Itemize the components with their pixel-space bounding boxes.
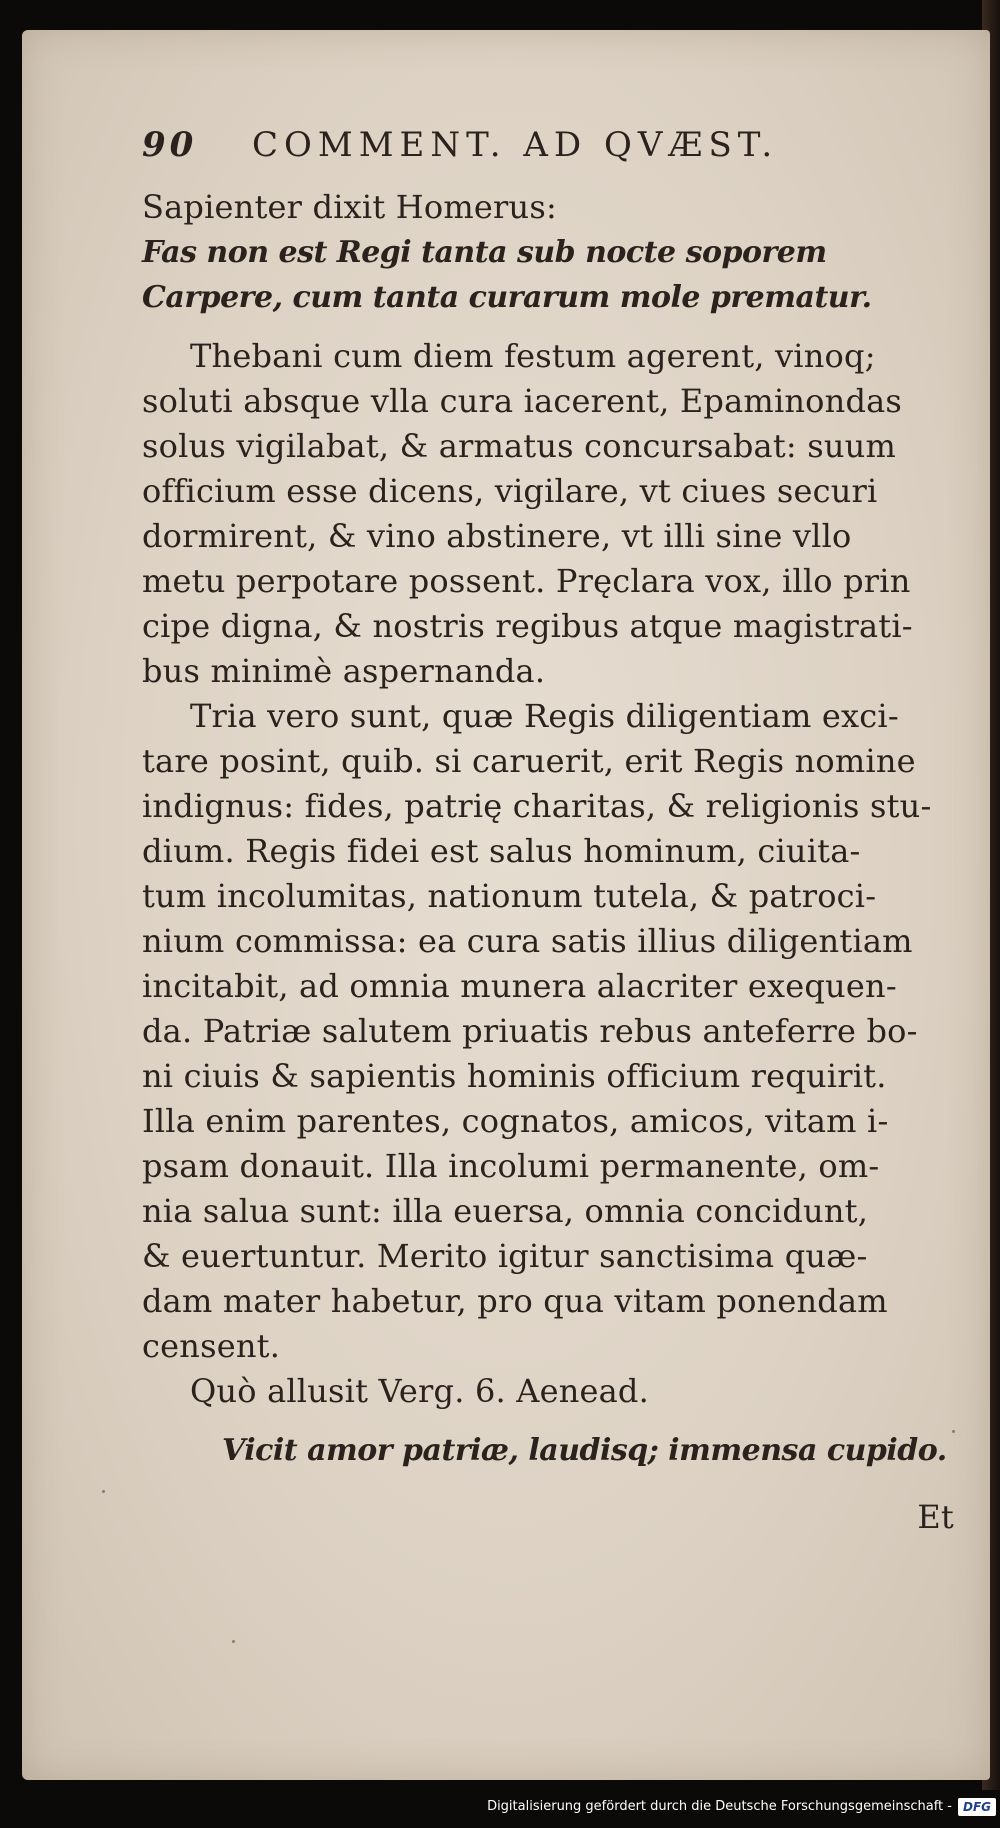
line-gap bbox=[142, 320, 962, 334]
verse-line: Fas non est Regi tanta sub nocte soporem bbox=[142, 235, 827, 270]
body-text bbox=[142, 185, 962, 1473]
text-line: tum incolumitas, nationum tutela, & patroci- bbox=[142, 877, 877, 915]
text-line: Sapienter dixit Homerus: bbox=[142, 188, 557, 226]
page-number: 90 bbox=[142, 125, 198, 165]
dfg-logo: DFG bbox=[958, 1798, 996, 1816]
text-line: solus vigilabat, & armatus concursabat: suum bbox=[142, 427, 897, 465]
text-line: soluti absque vlla cura iacerent, Epaminondas bbox=[142, 382, 903, 420]
text-line: nium commissa: ea cura satis illius diligentiam bbox=[142, 922, 913, 960]
text-line: psam donauit. Illa incolumi permanente, om- bbox=[142, 1147, 880, 1185]
text-line: dam mater habetur, pro qua vitam ponendam bbox=[142, 1282, 888, 1320]
text-line: officium esse dicens, vigilare, vt ciues securi bbox=[142, 472, 878, 510]
text-line: cipe digna, & nostris regibus atque magistrati- bbox=[142, 607, 913, 645]
text-line: dium. Regis fidei est salus hominum, ciuita- bbox=[142, 832, 861, 870]
text-line: da. Patriæ salutem priuatis rebus anteferre bo- bbox=[142, 1012, 918, 1050]
text-line: bus minimè aspernanda. bbox=[142, 652, 546, 690]
text-line: tare posint, quib. si caruerit, erit Regis nomine bbox=[142, 742, 916, 780]
text-line: incitabit, ad omnia munera alacriter exequen- bbox=[142, 967, 897, 1005]
paper-speck bbox=[232, 1640, 235, 1643]
text-block bbox=[142, 125, 962, 1540]
text-line: nia salua sunt: illa euersa, omnia concidunt, bbox=[142, 1192, 869, 1230]
text-line: metu perpotare possent. Pręclara vox, illo prin bbox=[142, 562, 911, 600]
text-line: & euertuntur. Merito igitur sanctisima quæ- bbox=[142, 1237, 868, 1275]
text-line: Thebani cum diem festum agerent, vinoq; bbox=[190, 337, 876, 375]
paper-speck bbox=[102, 1490, 105, 1493]
running-head: COMMENT. AD QVÆST. bbox=[252, 125, 779, 165]
text-line: Quò allusit Verg. 6. Aenead. bbox=[190, 1372, 649, 1410]
book-page bbox=[22, 30, 990, 1780]
text-line: ni ciuis & sapientis hominis officium requirit. bbox=[142, 1057, 887, 1095]
text-line: indignus: fides, patrię charitas, & religionis stu- bbox=[142, 787, 932, 825]
text-line: Tria vero sunt, quæ Regis diligentiam exci- bbox=[190, 697, 899, 735]
catchword: Et bbox=[917, 1498, 954, 1536]
credit-text: Digitalisierung gefördert durch die Deutsche Forschungsgemeinschaft - bbox=[487, 1799, 952, 1814]
text-line: Illa enim parentes, cognatos, amicos, vitam i- bbox=[142, 1102, 889, 1140]
verse-line: Carpere, cum tanta curarum mole prematur. bbox=[142, 280, 872, 315]
text-line: dormirent, & vino abstinere, vt illi sine vllo bbox=[142, 517, 852, 555]
page-header bbox=[142, 125, 962, 185]
line-gap bbox=[142, 1414, 962, 1428]
digitization-credit bbox=[487, 1796, 996, 1818]
verse-line: Vicit amor patriæ, laudisq; immensa cupido. bbox=[222, 1433, 947, 1468]
text-line: censent. bbox=[142, 1327, 281, 1365]
